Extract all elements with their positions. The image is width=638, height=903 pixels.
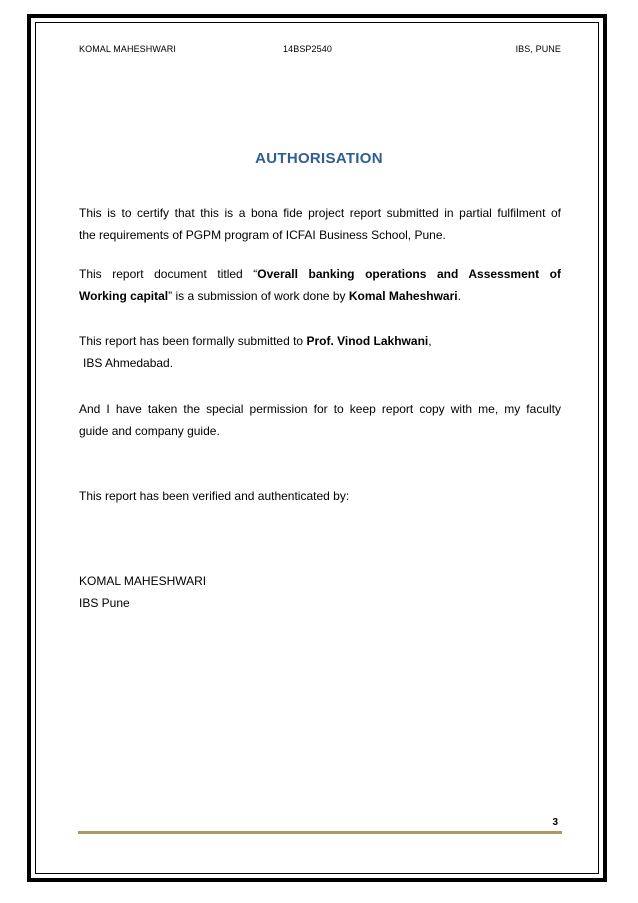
page-number: 3 (552, 817, 558, 828)
page-header (79, 44, 561, 58)
signature-block (79, 570, 561, 614)
signature-name: KOMAL MAHESHWARI (79, 574, 207, 588)
p3-end: , (428, 334, 432, 348)
paragraph-verification (79, 485, 561, 507)
p2-pre: This report document titled “ (79, 267, 258, 281)
p3-professor-name: Prof. Vinod Lakhwani (306, 334, 429, 348)
p4-line1: And I have taken the special permission for to keep report copy with me, my faculty (79, 402, 561, 416)
header-institute: IBS, PUNE (515, 44, 561, 54)
p2-end: . (457, 289, 461, 303)
p2-report-title-part2: Working capital (79, 289, 169, 303)
footer-rule (78, 831, 562, 834)
p3-pre: This report has been formally submitted to (79, 334, 307, 348)
signature-org: IBS Pune (79, 596, 130, 610)
p2-author-name: Komal Maheshwari (348, 289, 458, 303)
p4-line2: guide and company guide. (79, 424, 220, 438)
page-title: AUTHORISATION (255, 150, 383, 167)
paragraph-report-title (79, 263, 561, 307)
header-roll-number: 14BSP2540 (283, 44, 332, 54)
header-author: KOMAL MAHESHWARI (79, 44, 176, 54)
p1-line1: This is to certify that this is a bona fide project report submitted in partial fulfilment of (79, 206, 561, 220)
p2-line1 (79, 263, 561, 285)
p3-line2: IBS Ahmedabad. (83, 356, 174, 370)
p2-mid: ” is a submission of work done by (168, 289, 349, 303)
p2-report-title-part1: Overall banking operations and Assessment of (257, 267, 561, 281)
paragraph-certification (79, 202, 561, 246)
p5-line: This report has been verified and authenticated by: (79, 489, 350, 503)
paragraph-submission (79, 330, 561, 374)
p3-line1 (79, 330, 561, 352)
p1-line2: the requirements of PGPM program of ICFAI Business School, Pune. (79, 228, 446, 242)
p2-line2 (79, 285, 561, 307)
paragraph-permission (79, 398, 561, 442)
